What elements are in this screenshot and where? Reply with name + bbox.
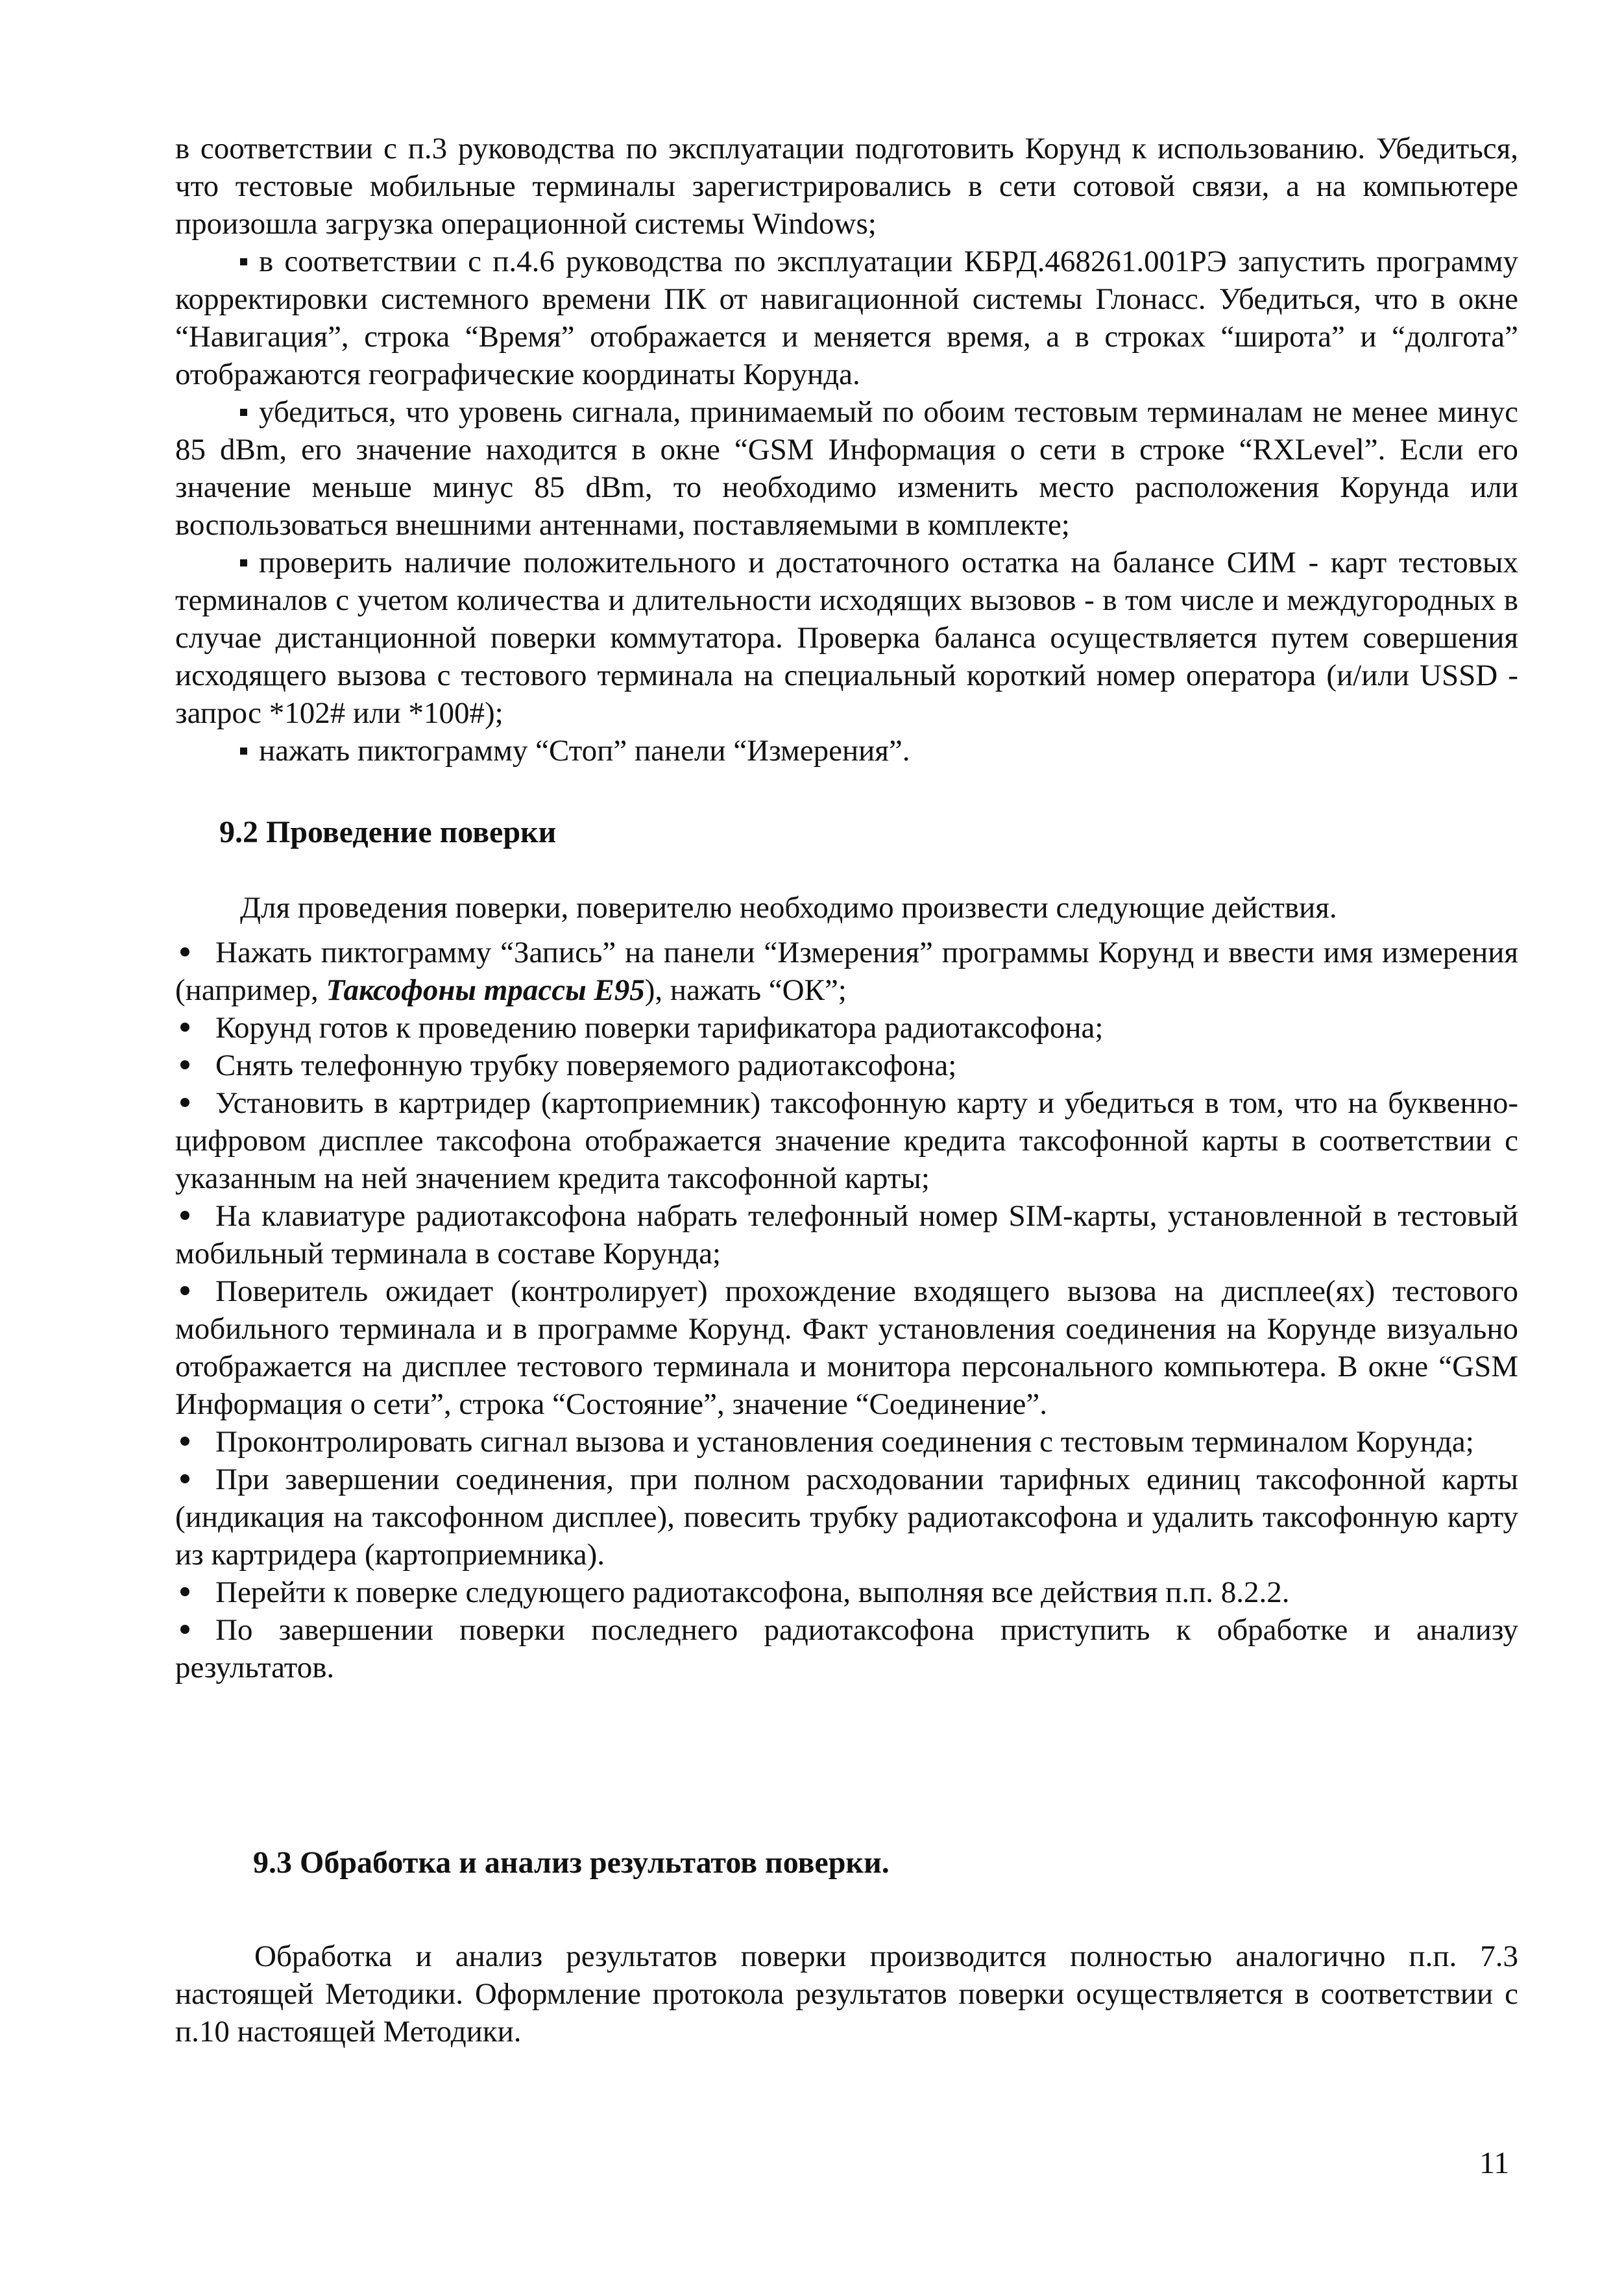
list-item: Проконтролировать сигнал вызова и установления соединения с тестовым терминалом Корунда;: [175, 1423, 1518, 1461]
list-item: По завершении поверки последнего радиотаксофона приступить к обработке и анализу результатов.: [175, 1613, 1518, 1684]
list-item: убедиться, что уровень сигнала, принимаемый по обоим тестовым терминалам не менее минус 85 dBm, его значение находится в окне “GSM Информация о сети в строке “RXLevel”. Если его значение меньше минус 85 dBm, то необходимо изменить место расположения Корунда или воспользоваться внешними антеннами, поставляемыми в комплекте;: [175, 395, 1518, 542]
list-item: проверить наличие положительного и достаточного остатка на балансе СИМ - карт тестовых терминалов с учетом количества и длительности исходящих вызовов - в том числе и междугородных в случае дистанционной поверки коммутатора. Проверка баланса осуществляется путем совершения исходящего вызова с тестового терминала на специальный короткий номер оператора (и/или USSD - запрос *102# или *100#);: [175, 546, 1518, 730]
bullet-icon: [180, 1060, 189, 1069]
bullet-icon: [180, 1474, 189, 1483]
continuation-paragraph: в соответствии с п.3 руководства по эксплуатации подготовить Корунд к использованию. Убедиться, что тестовые мобильные терминалы зарегистрировались в сети сотовой связи, а на компьютере произошла загрузка операционной системы Windows;: [175, 132, 1518, 241]
bullet-icon: [180, 1098, 189, 1107]
list-item: в соответствии с п.4.6 руководства по эксплуатации КБРД.468261.001РЭ запустить программу корректировки системного времени ПК от навигационной системы Глонасс. Убедиться, что в окне “Навигация”, строка “Время” отображается и меняется время, а в строках “широта” и “долгота” отображаются географические координаты Корунда.: [175, 245, 1518, 391]
section-heading-9-2: 9.2 Проведение поверки: [219, 815, 557, 849]
list-item: Снять телефонную трубку поверяемого радиотаксофона;: [175, 1047, 1518, 1084]
preparation-steps: [175, 130, 1518, 770]
intro-paragraph: Для проведения поверки, поверителю необходимо произвести следующие действия.: [240, 891, 1337, 925]
bullet-icon: [180, 1211, 189, 1220]
bullet-icon: [180, 1625, 189, 1634]
bullet-icon: [180, 1286, 189, 1295]
square-bullet-icon: [240, 748, 247, 755]
bullet-icon: [180, 947, 189, 956]
list-item: На клавиатуре радиотаксофона набрать телефонный номер SIM-карты, установленной в тестовый мобильный терминала в составе Корунда;: [175, 1199, 1518, 1271]
section-9-2-body: [175, 889, 1518, 1686]
section-heading-9-3: 9.3 Обработка и анализ результатов поверки.: [253, 1845, 890, 1880]
measurement-name-example: Таксофоны трассы Е95: [326, 973, 645, 1007]
page-number: 11: [1479, 2146, 1510, 2180]
list-item: Установить в картридер (картоприемник) таксофонную карту и убедиться в том, что на буквенно-цифровом дисплее таксофона отображается значение кредита таксофонной карты в соответствии с указанным на ней значением кредита таксофонной карты;: [175, 1086, 1518, 1195]
list-item: Перейти к поверке следующего радиотаксофона, выполняя все действия п.п. 8.2.2.: [175, 1574, 1518, 1611]
square-bullet-icon: [240, 258, 247, 265]
list-item: нажать пиктограмму “Стоп” панели “Измерения”.: [175, 732, 1518, 770]
results-paragraph: Обработка и анализ результатов поверки производится полностью аналогично п.п. 7.3 настоящей Методики. Оформление протокола результатов поверки осуществляется в соответствии с п.10 настоящей Методики.: [175, 1939, 1518, 2049]
bullet-icon: [180, 1437, 189, 1446]
list-item: Корунд готов к проведению поверки тарификатора радиотаксофона;: [175, 1009, 1518, 1047]
list-item: Нажать пиктограмму “Запись” на панели “Измерения” программы Корунд и ввести имя измерения (например, Таксофоны трассы Е95), нажать “ОК”;: [175, 936, 1518, 1007]
list-item: При завершении соединения, при полном расходовании тарифных единиц таксофонной карты (индикация на таксофонном дисплее), повесить трубку радиотаксофона и удалить таксофонную карту из картридера (картоприемника).: [175, 1463, 1518, 1572]
square-bullet-icon: [240, 409, 247, 416]
bullet-icon: [180, 1587, 189, 1596]
bullet-icon: [180, 1023, 189, 1032]
square-bullet-icon: [240, 559, 247, 566]
section-9-3-body: [175, 1938, 1518, 2050]
list-item: Поверитель ожидает (контролирует) прохождение входящего вызова на дисплее(ях) тестового мобильного терминала и в программе Корунд. Факт установления соединения на Корунде визуально отображается на дисплее тестового терминала и монитора персонального компьютера. В окне “GSM Информация о сети”, строка “Состояние”, значение “Соединение”.: [175, 1274, 1518, 1421]
